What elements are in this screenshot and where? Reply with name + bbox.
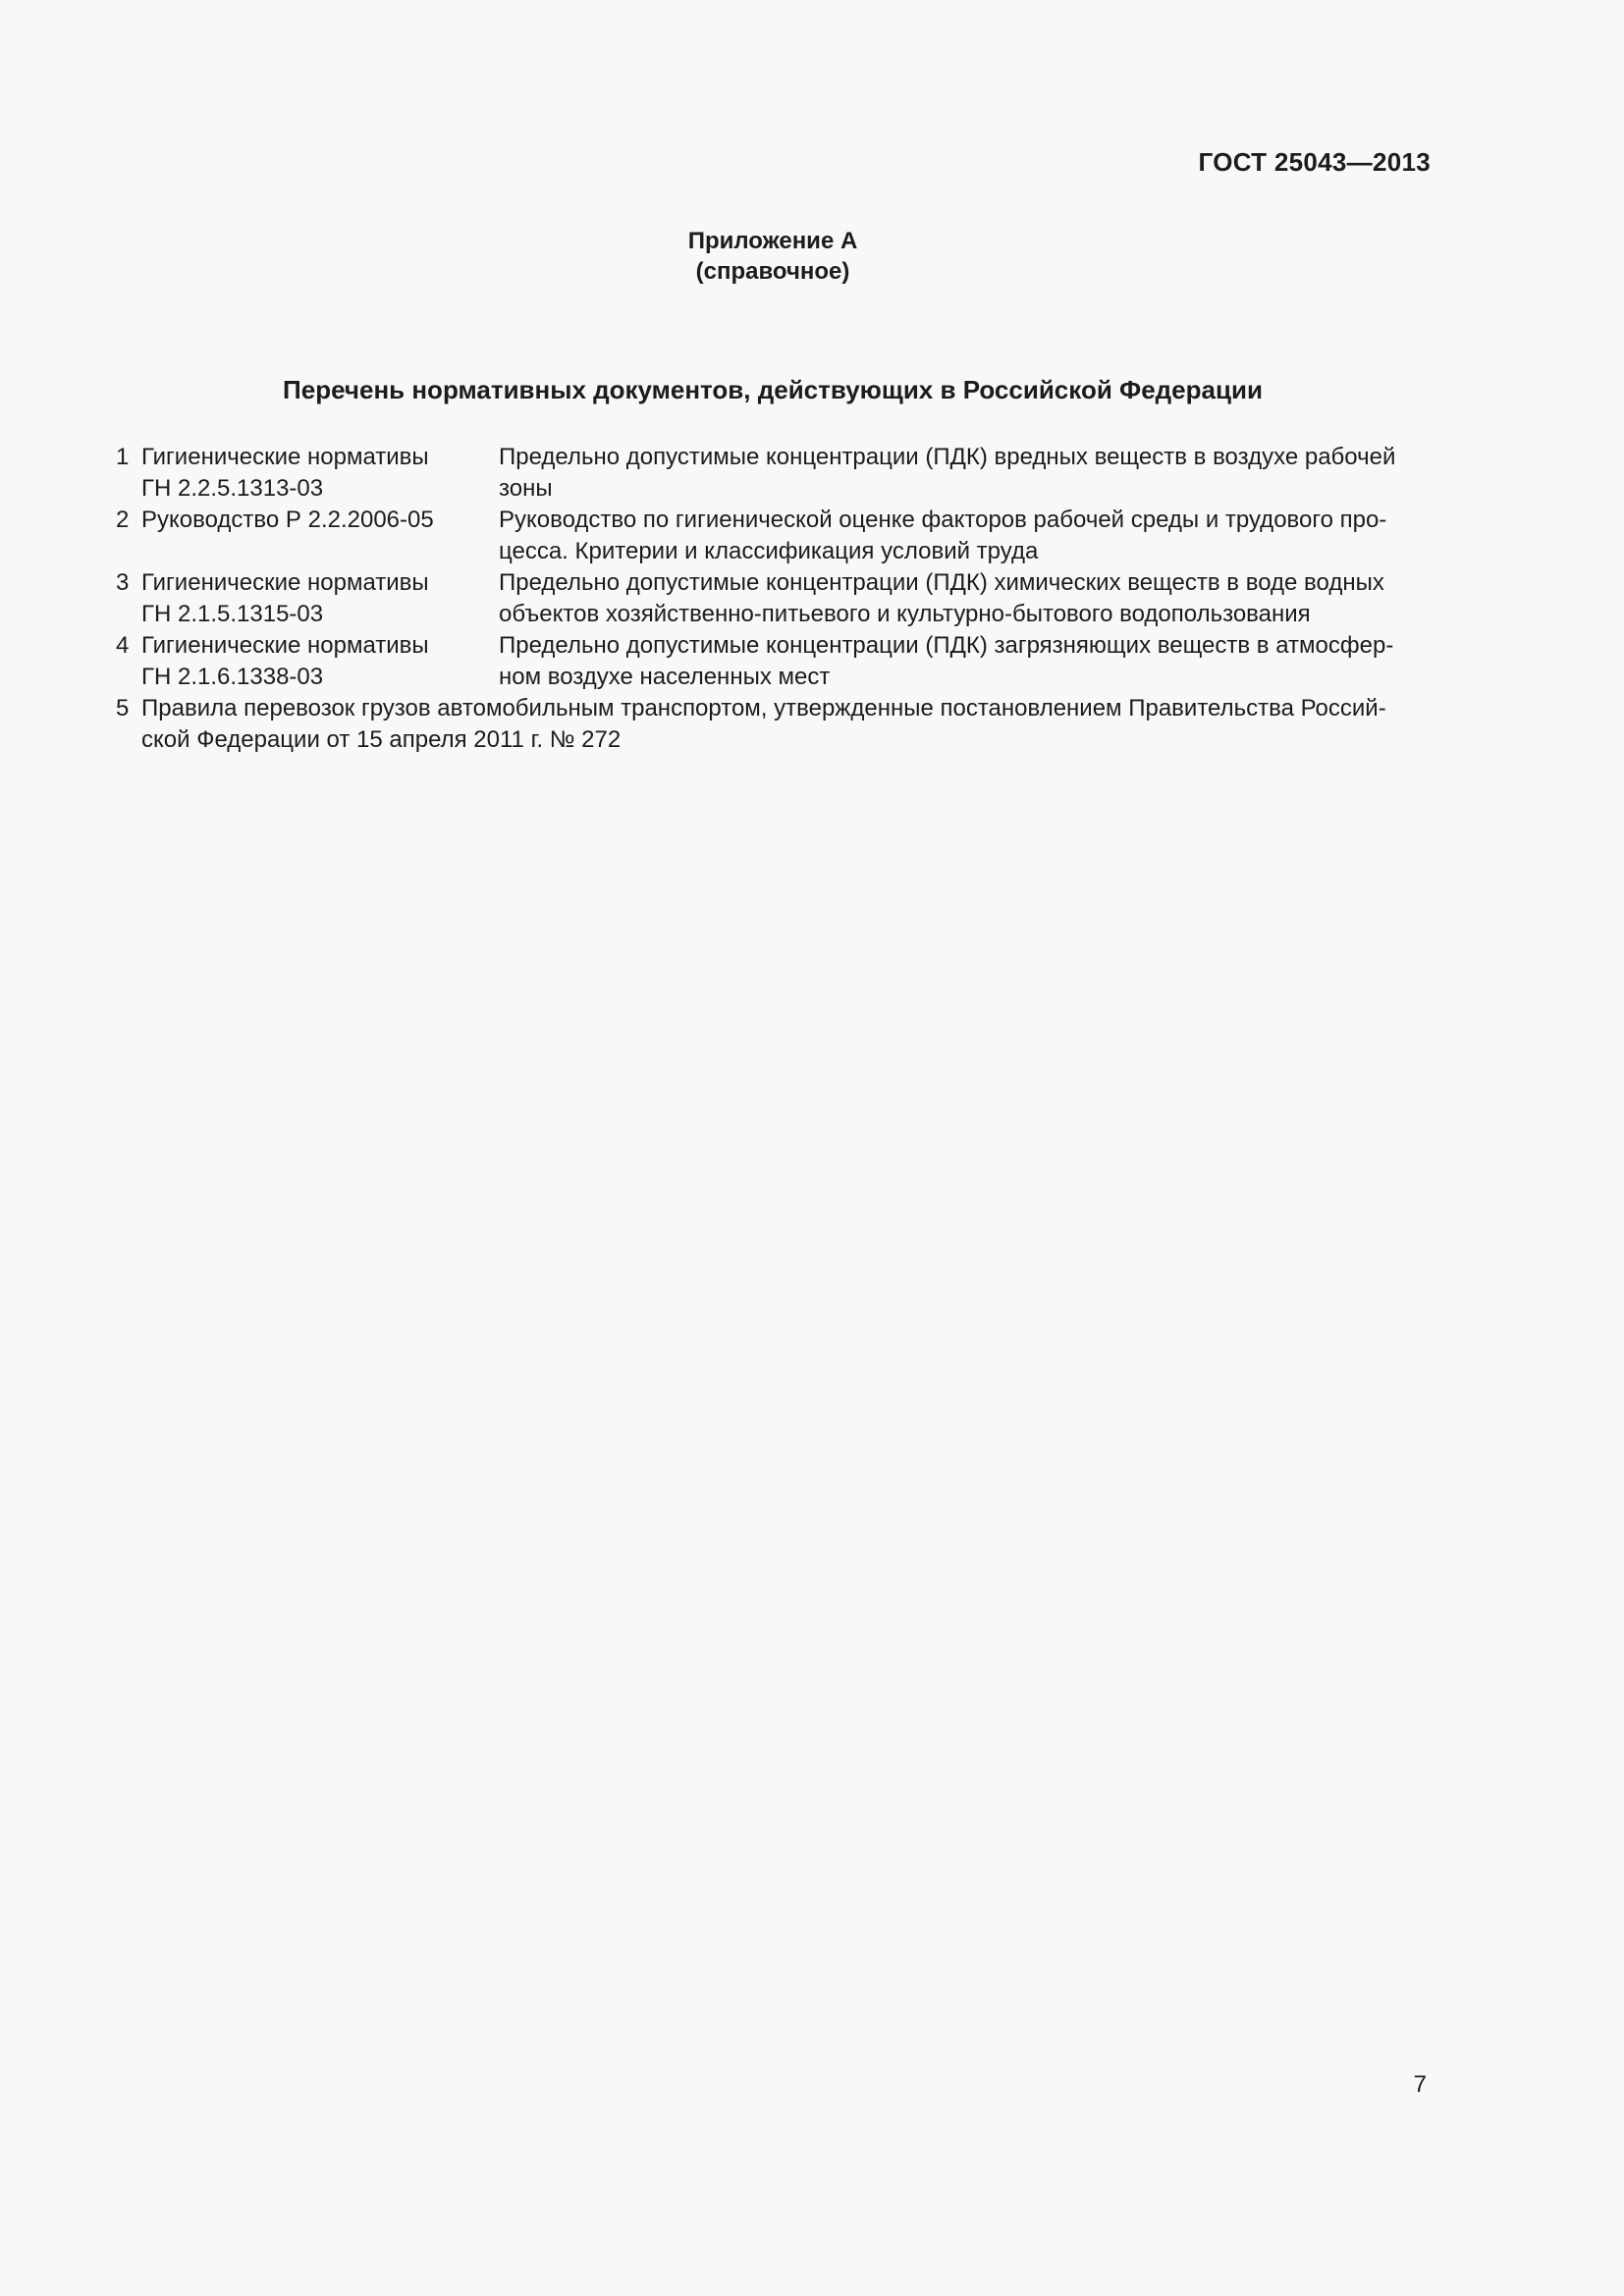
reference-item-5 bbox=[116, 693, 1432, 755]
reference-full-text-line: ской Федерации от 15 апреля 2011 г. № 272 bbox=[141, 725, 622, 753]
appendix-subtitle: (справочное) bbox=[695, 258, 850, 285]
reference-number: 1 bbox=[116, 444, 130, 470]
reference-item-3 bbox=[116, 567, 1432, 629]
reference-name-line: Руководство Р 2.2.2006-05 bbox=[141, 507, 434, 533]
reference-description-line: ном воздухе населенных мест bbox=[499, 663, 831, 690]
reference-number: 5 bbox=[116, 695, 130, 721]
reference-name bbox=[141, 442, 499, 504]
reference-name-line: Гигиенические нормативы bbox=[141, 569, 429, 596]
reference-description-line: объектов хозяйственно-питьевого и культурно-бытового водопользования bbox=[499, 600, 1311, 627]
reference-description-line: цесса. Критерии и классификация условий труда bbox=[499, 537, 1039, 564]
reference-name-line: ГН 2.2.5.1313-03 bbox=[141, 474, 324, 502]
document-code: ГОСТ 25043—2013 bbox=[1198, 147, 1431, 177]
reference-number: 4 bbox=[116, 632, 130, 659]
reference-item-4 bbox=[116, 630, 1432, 692]
reference-description-line: Предельно допустимые концентрации (ПДК) вредных веществ в воздухе рабочей bbox=[499, 444, 1396, 470]
reference-description bbox=[499, 505, 1432, 566]
reference-name bbox=[141, 567, 499, 629]
reference-description bbox=[499, 567, 1432, 629]
reference-description-line: Предельно допустимые концентрации (ПДК) загрязняющих веществ в атмосфер- bbox=[499, 632, 1394, 659]
reference-number: 2 bbox=[116, 507, 130, 533]
page-number: 7 bbox=[1413, 2071, 1427, 2098]
reference-name-line: Гигиенические нормативы bbox=[141, 632, 429, 659]
reference-name-line: ГН 2.1.6.1338-03 bbox=[141, 663, 324, 690]
reference-number: 3 bbox=[116, 569, 130, 596]
reference-list-title: Перечень нормативных документов, действующих в Российской Федерации bbox=[283, 375, 1263, 404]
reference-name-line: ГН 2.1.5.1315-03 bbox=[141, 600, 324, 627]
reference-description bbox=[499, 630, 1432, 692]
reference-description-line: зоны bbox=[499, 474, 553, 502]
reference-description-line: Руководство по гигиенической оценке факторов рабочей среды и трудового про- bbox=[499, 507, 1387, 533]
reference-item-2 bbox=[116, 505, 1432, 566]
reference-description-line: Предельно допустимые концентрации (ПДК) химических веществ в воде водных bbox=[499, 569, 1384, 596]
reference-name bbox=[141, 630, 499, 692]
reference-list bbox=[116, 442, 1432, 756]
appendix-title: Приложение А bbox=[687, 228, 858, 254]
reference-description bbox=[499, 442, 1432, 504]
reference-full-text-line: Правила перевозок грузов автомобильным транспортом, утвержденные постановлением Правительства Россий- bbox=[141, 695, 1386, 721]
reference-full-text bbox=[141, 693, 1432, 755]
reference-name bbox=[141, 505, 499, 566]
reference-name-line: Гигиенические нормативы bbox=[141, 444, 429, 470]
reference-item-1 bbox=[116, 442, 1432, 504]
appendix-heading bbox=[0, 226, 1545, 287]
